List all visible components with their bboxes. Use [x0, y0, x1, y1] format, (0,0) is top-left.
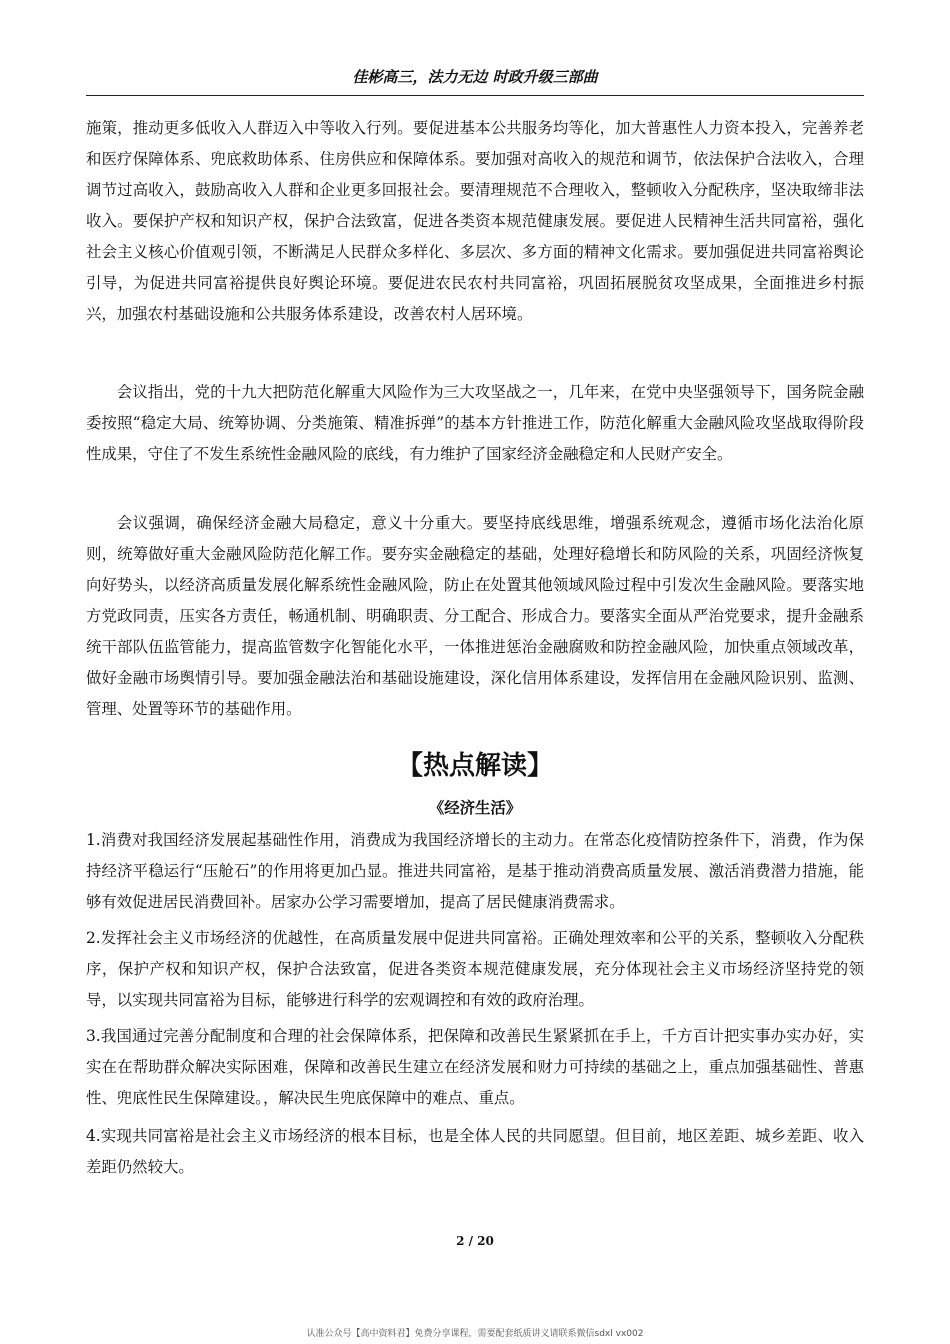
page-number: 2 / 20 [456, 1234, 494, 1248]
numbered-point: 2.发挥社会主义市场经济的优越性，在高质量发展中促进共同富裕。正确处理效率和公平的关系，整顿收入分配秩序，保护产权和知识产权，保护合法致富，促进各类资本规范健康发展，充分体现社会主义市场经济坚持党的领导，以实现共同富裕为目标，能够进行科学的宏观调控和有效的政府治理。 [86, 929, 864, 1009]
subsection-title: 《经济生活》 [428, 799, 522, 817]
body-paragraph: 会议强调，确保经济金融大局稳定，意义十分重大。要坚持底线思维，增强系统观念，遵循市场化法治化原则，统筹做好重大金融风险防范化解工作。要夯实金融稳定的基础，处理好稳增长和防风险的关系，巩固经济恢复向好势头，以经济高质量发展化解系统性金融风险，防止在处置其他领域风险过程中引发次生金融风险。要落实地方党政同责，压实各方责任，畅通机制、明确职责、分工配合、形成合力。要落实全面从严治党要求，提升金融系统干部队伍监管能力，提高监管数字化智能化水平，一体推进惩治金融腐败和防控金融风险，加快重点领域改革，做好金融市场舆情引导。要加强金融法治和基础设施建设，深化信用体系建设，发挥信用在金融风险识别、监测、管理、处置等环节的基础作用。 [86, 514, 864, 718]
numbered-point: 3.我国通过完善分配制度和合理的社会保障体系，把保障和改善民生紧紧抓在手上，千方百计把实事办实办好，实实在在帮助群众解决实际困难，保障和改善民生建立在经济发展和财力可持续的基础之上，重点加强基础性、普惠性、兜底性民生保障建设。，解决民生兜底保障中的难点、重点。 [86, 1027, 864, 1107]
running-header: 佳彬高三，法力无边 时政升级三部曲 [352, 68, 598, 86]
section-title: 【热点解读】 [396, 751, 553, 781]
body-paragraph: 会议指出，党的十九大把防范化解重大风险作为三大攻坚战之一，几年来，在党中央坚强领导下，国务院金融委按照“稳定大局、统筹协调、分类施策、精准拆弹”的基本方针推进工作，防范化解重大金融风险攻坚战取得阶段性成果，守住了不发生系统性金融风险的底线，有力维护了国家经济金融稳定和人民财产安全。 [86, 383, 864, 463]
numbered-point: 1.消费对我国经济发展起基础性作用，消费成为我国经济增长的主动力。在常态化疫情防控条件下，消费，作为保持经济平稳运行“压舱石”的作用将更加凸显。推进共同富裕，是基于推动消费高质量发展、激活消费潜力措施，能够有效促进居民消费回补。居家办公学习需要增加，提高了居民健康消费需求。 [86, 831, 864, 911]
body-paragraph: 施策，推动更多低收入人群迈入中等收入行列。要促进基本公共服务均等化，加大普惠性人力资本投入，完善养老和医疗保障体系、兜底救助体系、住房供应和保障体系。要加强对高收入的规范和调节，依法保护合法收入，合理调节过高收入，鼓励高收入人群和企业更多回报社会。要清理规范不合理收入，整顿收入分配秩序，坚决取缔非法收入。要保护产权和知识产权，保护合法致富，促进各类资本规范健康发展。要促进人民精神生活共同富裕，强化社会主义核心价值观引领，不断满足人民群众多样化、多层次、多方面的精神文化需求。要加强促进共同富裕舆论引导，为促进共同富裕提供良好舆论环境。要促进农民农村共同富裕，巩固拓展脱贫攻坚成果，全面推进乡村振兴，加强农村基础设施和公共服务体系建设，改善农村人居环境。 [86, 119, 864, 323]
footer-note: 认准公众号【高中资料君】免费分享课程，需要配套纸质讲义请联系微信sdxl vx002 [306, 1329, 644, 1339]
header-divider [86, 95, 864, 96]
numbered-point: 4.实现共同富裕是社会主义市场经济的根本目标，也是全体人民的共同愿望。但目前，地区差距、城乡差距、收入差距仍然较大。 [86, 1127, 864, 1176]
